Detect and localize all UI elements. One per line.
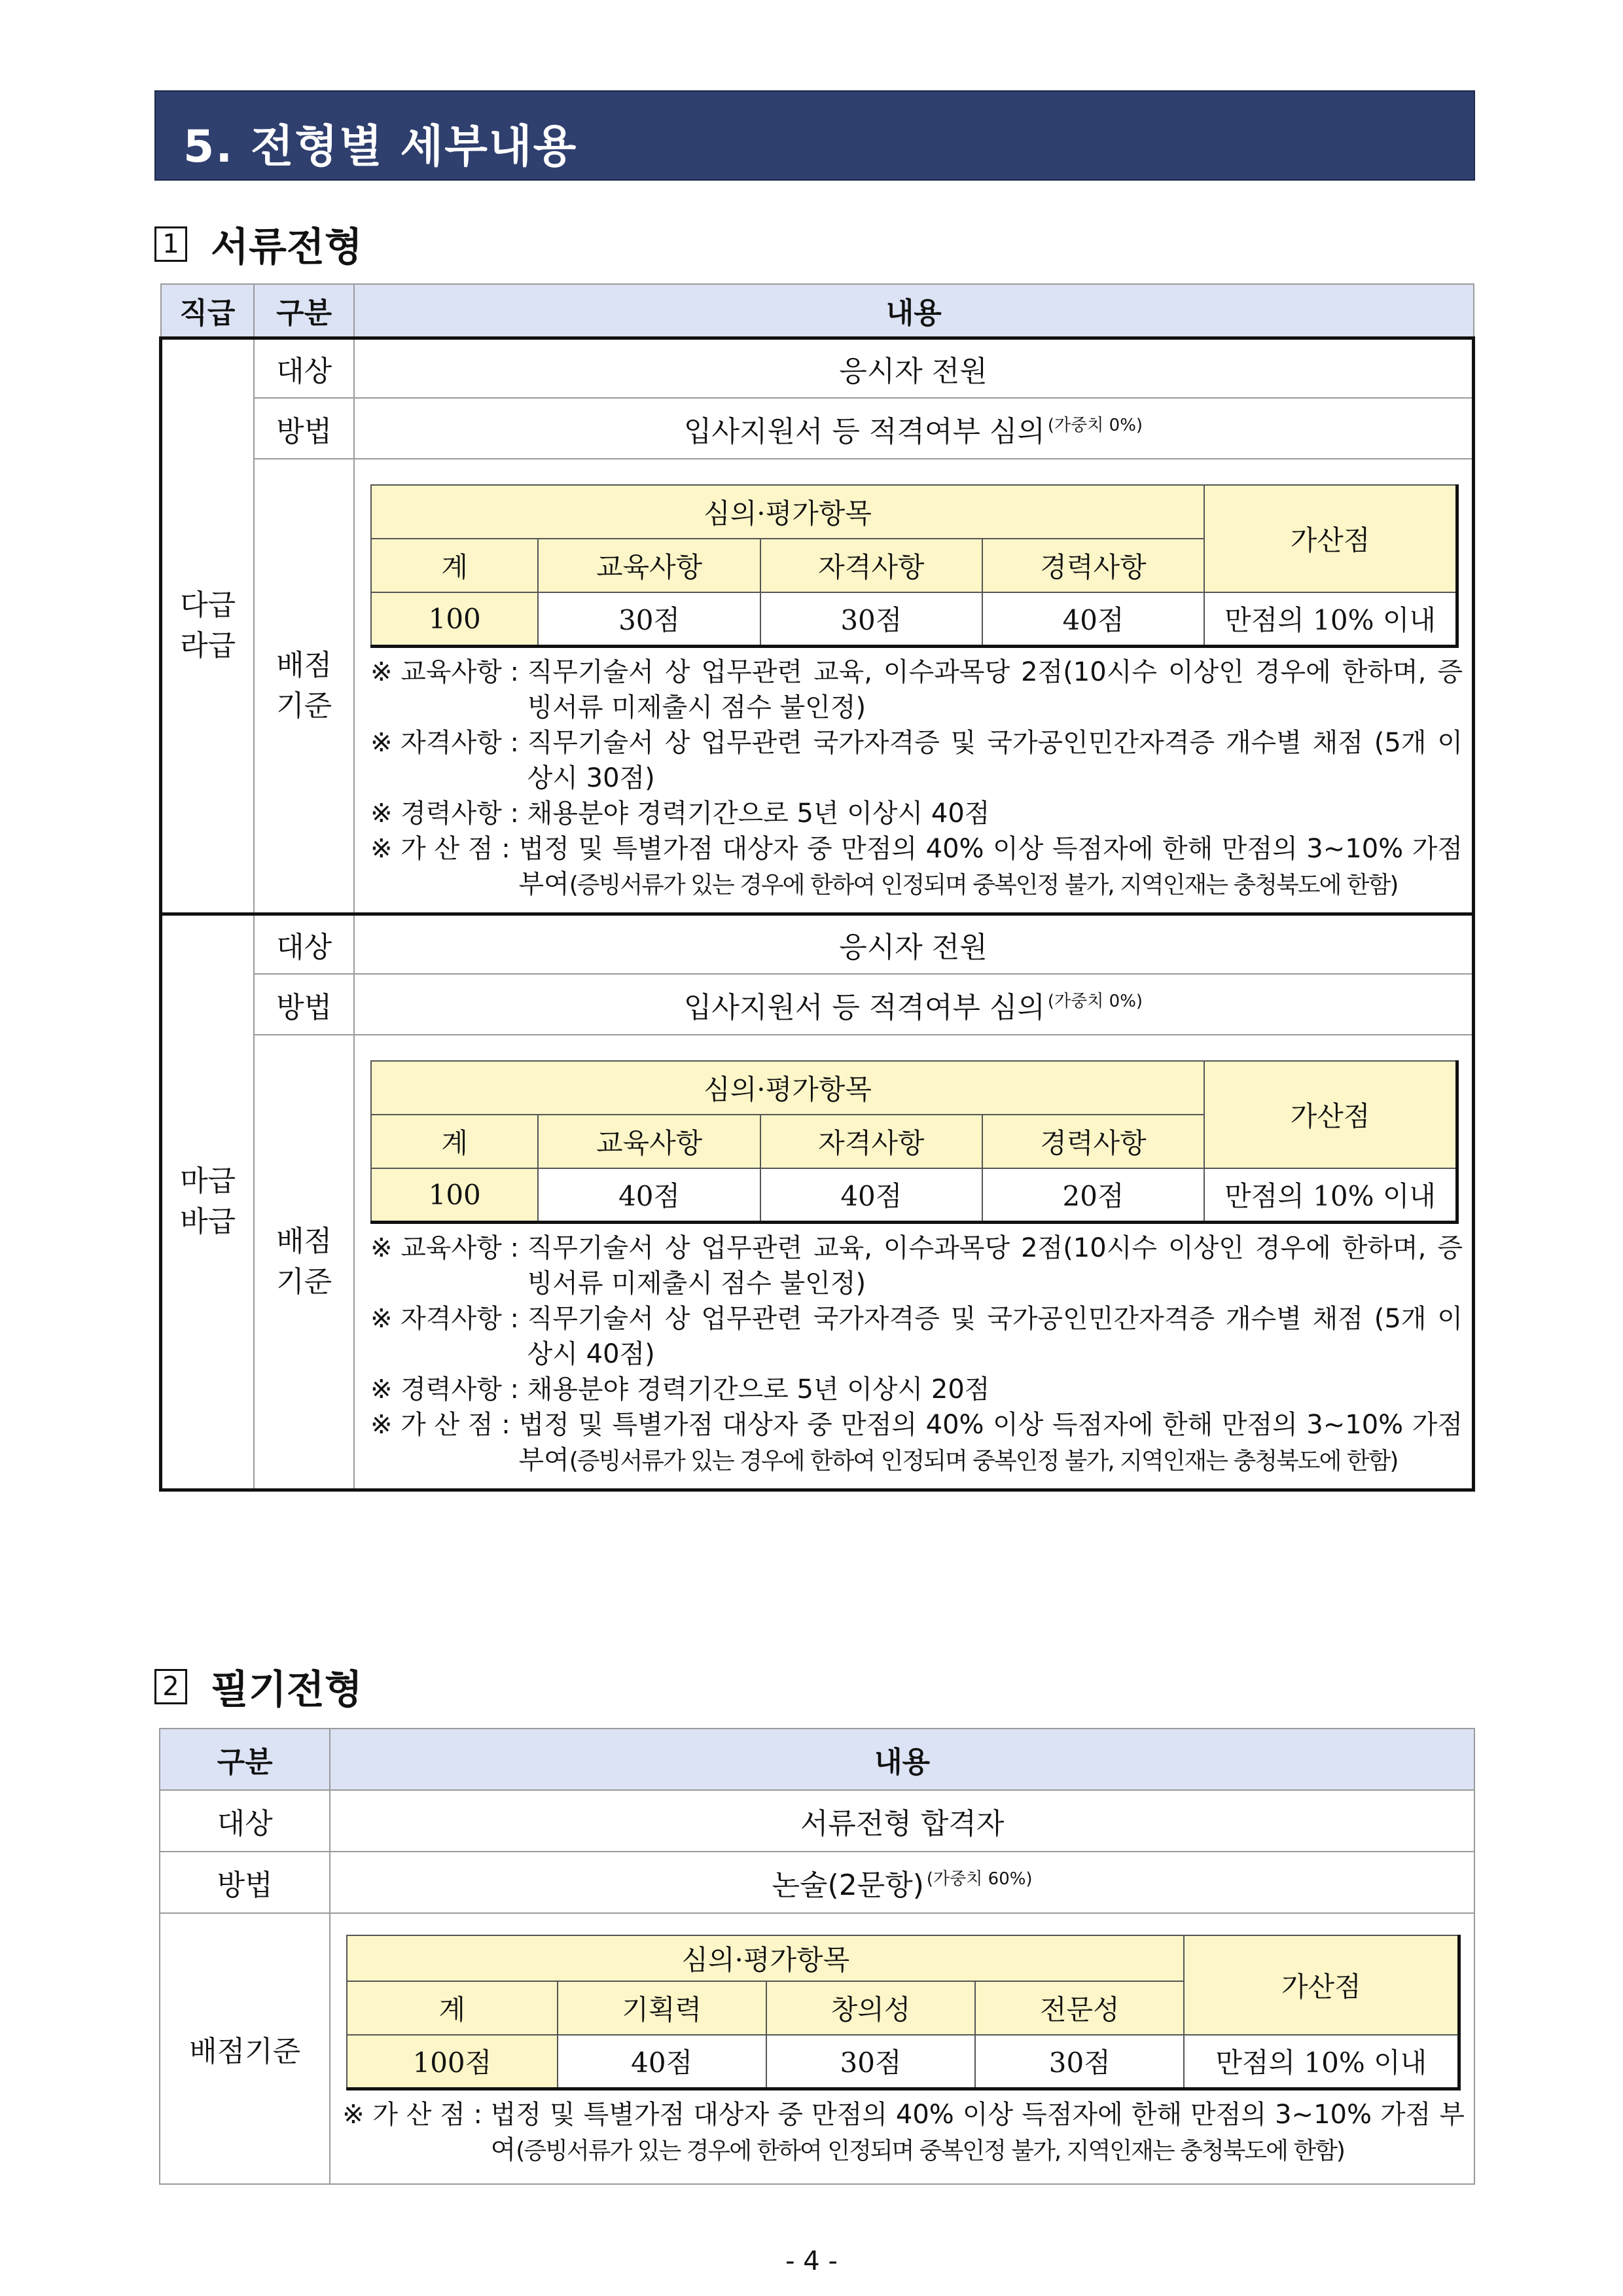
- group1-bonus-header: 가산점: [1204, 485, 1457, 592]
- header-content: 내용: [354, 284, 1474, 338]
- note: ※ 가 산 점 : 법정 및 특별가점 대상자 중 만점의 40% 이상 득점자에 한해 만점의 3~10% 가점 부여(증빙서류가 있는 경우에 한하여 인정되며 중복인정 불가, 지역인재는 충청북도에 한함): [342, 2099, 1465, 2165]
- group2-eval-header: 심의·평가항목: [371, 1061, 1204, 1115]
- group2-col-career: 경력사항: [982, 1115, 1204, 1168]
- written-method-row: [160, 1852, 1474, 1913]
- written-eval-header: 심의·평가항목: [347, 1935, 1184, 1981]
- group2-score-row: [161, 1035, 1474, 1490]
- note: ※ 경력사항 : 채용분야 경력기간으로 5년 이상시 20점: [370, 1374, 990, 1405]
- written-val-expertise: 30점: [975, 2035, 1184, 2089]
- group1-val-license: 30점: [760, 592, 982, 646]
- doc-screening-table: [159, 283, 1475, 1492]
- group2-col-education: 교육사항: [538, 1115, 760, 1168]
- group2-method-row: [161, 974, 1474, 1035]
- group2-val-license: 40점: [760, 1168, 982, 1222]
- written-target: 서류전형 합격자: [330, 1790, 1474, 1852]
- section-title: 5. 전형별 세부내용: [183, 121, 578, 173]
- written-col-creativity: 창의성: [766, 1981, 975, 2035]
- group2-val-career: 20점: [982, 1168, 1204, 1222]
- group1-col-career: 경력사항: [982, 539, 1204, 592]
- written-score-cell: [330, 1913, 1474, 2184]
- written-score-row: [160, 1913, 1474, 2184]
- group2-col-total: 계: [371, 1115, 539, 1168]
- header-category: 구분: [160, 1729, 330, 1790]
- group1-method-label: 방법: [254, 398, 354, 459]
- group1-method: 입사지원서 등 적격여부 심의 $^{(가중치 0\%)}$: [354, 398, 1474, 459]
- written-method-label: 방법: [160, 1852, 330, 1913]
- group2-notes: [355, 1224, 1472, 1488]
- group1-col-education: 교육사항: [538, 539, 760, 592]
- group1-score-table: [370, 484, 1459, 648]
- note: ※ 가 산 점 : 법정 및 특별가점 대상자 중 만점의 40% 이상 득점자에 한해 만점의 3~10% 가점 부여(증빙서류가 있는 경우에 한하여 인정되며 중복인정 불가, 지역인재는 충청북도에 한함): [370, 1409, 1463, 1475]
- group1-rank: 다급 라급: [161, 338, 255, 914]
- doc-screening-title: 서류전형: [211, 224, 363, 270]
- group2-score-label: 배점 기준: [254, 1035, 354, 1490]
- group1-target-row: [161, 338, 1474, 398]
- written-score-table: [346, 1935, 1461, 2090]
- group1-val-career: 40점: [982, 592, 1204, 646]
- written-exam-heading: [154, 1659, 363, 1715]
- note: ※ 교육사항 : 직무기술서 상 업무관련 교육, 이수과목당 2점(10시수 이상인 경우에 한하며, 증빙서류 미제출시 점수 불인정): [370, 1232, 1463, 1299]
- note: ※ 경력사항 : 채용분야 경력기간으로 5년 이상시 40점: [370, 798, 990, 829]
- group1-target-label: 대상: [254, 338, 354, 398]
- group1-method-row: [161, 398, 1474, 459]
- written-val-total: 100점: [347, 2035, 557, 2089]
- group1-col-license: 자격사항: [760, 539, 982, 592]
- section-number-box: 2: [154, 1669, 187, 1704]
- header-content: 내용: [330, 1729, 1474, 1790]
- written-score-label: 배점기준: [160, 1913, 330, 2184]
- header-rank: 직급: [161, 284, 255, 338]
- group1-val-bonus: 만점의 10% 이내: [1204, 592, 1457, 646]
- group1-score-row: [161, 459, 1474, 914]
- group1-val-total: 100: [371, 592, 539, 646]
- note: ※ 자격사항 : 직무기술서 상 업무관련 국가자격증 및 국가공인민간자격증 개수별 채점 (5개 이상시 30점): [370, 727, 1463, 793]
- group1-target: 응시자 전원: [354, 338, 1474, 398]
- written-col-total: 계: [347, 1981, 557, 2035]
- group1-notes: [355, 648, 1472, 912]
- group2-score-table: [370, 1060, 1459, 1224]
- written-val-creativity: 30점: [766, 2035, 975, 2089]
- group2-target-row: [161, 914, 1474, 974]
- group2-target: 응시자 전원: [354, 914, 1474, 974]
- group2-val-education: 40점: [538, 1168, 760, 1222]
- group2-score-cell: [354, 1035, 1474, 1490]
- section-number-box: 1: [154, 226, 187, 262]
- group2-rank: 마급 바급: [161, 914, 255, 1490]
- header-row: [161, 284, 1474, 338]
- written-val-planning: 40점: [558, 2035, 766, 2089]
- written-target-row: [160, 1790, 1474, 1852]
- group2-bonus-header: 가산점: [1204, 1061, 1457, 1168]
- written-target-label: 대상: [160, 1790, 330, 1852]
- group2-method: 입사지원서 등 적격여부 심의 $^{(가중치 0\%)}$: [354, 974, 1474, 1035]
- group2-val-bonus: 만점의 10% 이내: [1204, 1168, 1457, 1222]
- page-number: - 4 -: [785, 2246, 838, 2276]
- header-category: 구분: [254, 284, 354, 338]
- note: ※ 교육사항 : 직무기술서 상 업무관련 교육, 이수과목당 2점(10시수 이상인 경우에 한하며, 증빙서류 미제출시 점수 불인정): [370, 656, 1463, 723]
- section-banner: [154, 90, 1475, 181]
- group2-method-label: 방법: [254, 974, 354, 1035]
- group2-target-label: 대상: [254, 914, 354, 974]
- group1-score-cell: [354, 459, 1474, 914]
- written-exam-title: 필기전형: [211, 1667, 363, 1713]
- written-val-bonus: 만점의 10% 이내: [1184, 2035, 1459, 2089]
- group2-val-total: 100: [371, 1168, 539, 1222]
- group1-score-label: 배점 기준: [254, 459, 354, 914]
- group1-col-total: 계: [371, 539, 539, 592]
- note: ※ 자격사항 : 직무기술서 상 업무관련 국가자격증 및 국가공인민간자격증 개수별 채점 (5개 이상시 40점): [370, 1303, 1463, 1369]
- written-bonus-header: 가산점: [1184, 1935, 1459, 2035]
- written-exam-table: [159, 1728, 1475, 2185]
- group2-col-license: 자격사항: [760, 1115, 982, 1168]
- group1-val-education: 30점: [538, 592, 760, 646]
- written-method: 논술(2문항) $^{(가중치 60\%)}$: [330, 1852, 1474, 1913]
- header-row: [160, 1729, 1474, 1790]
- group1-eval-header: 심의·평가항목: [371, 485, 1204, 539]
- doc-screening-heading: [154, 216, 363, 272]
- written-col-expertise: 전문성: [975, 1981, 1184, 2035]
- written-col-planning: 기획력: [558, 1981, 766, 2035]
- note: ※ 가 산 점 : 법정 및 특별가점 대상자 중 만점의 40% 이상 득점자에 한해 만점의 3~10% 가점 부여(증빙서류가 있는 경우에 한하여 인정되며 중복인정 불가, 지역인재는 충청북도에 한함): [370, 833, 1463, 899]
- written-notes: [330, 2090, 1474, 2183]
